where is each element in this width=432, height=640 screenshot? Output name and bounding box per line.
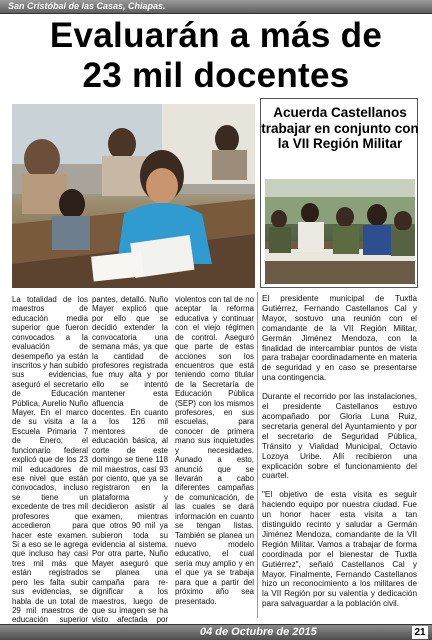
side-article-body	[262, 294, 417, 618]
teachers-exam-illustration	[12, 104, 255, 288]
page-number: 21	[412, 626, 428, 639]
column-divider	[257, 292, 258, 618]
main-article-column-1: La totalidad de los maestros de educación media superior que fueron convocados a la evaluación de desempeño ya están inscritos y han subido sus evidencias, aseguró el secretario de Educación Pública, Aurelio Nuño Mayer. En el marco de su visita a la Escuela Primaria 7 de Enero, el funcionario federal explicó que de los 23 mil educadores de ese nivel que están convocados, incluso se tiene un excedente de tres mil profesores que accedieron para hacer este examen. Si a eso se le agrega que incluso hay casi tres mil más que están registrados pero les falta subir sus evidencias, se habla de un total de 29 mil maestros de educación superior	[12, 295, 88, 625]
side-article-paragraph-2: Durante el recorrido por las instalaciones, el presidente Castellanos estuvo acompañado por Gloria Luna Ruiz, secretaria general del Ayuntamiento y por el secretario de Seguridad Pública, Tránsito y Vialidad Municipal, Octavio Lozoya Uribe. Allí recibieron una explicación sobre el funcionamiento del cuartel.	[262, 392, 417, 481]
headline-line-1: Evaluarán a más de	[49, 16, 383, 55]
main-article-column-2: pantes, detalló. Nuño Mayer explicó que por ello que se decidió extender la convocatoria una semana más, ya que la cantidad de profesores registrada fue muy alta y por ello se intentó mantener esta afluencia de docentes. En cuanto a los 126 mil mentores de educación básica, al corte de este domingo se tiene 118 mil maestros, casi 93 por ciento, que ya se registraron en la plataforma y decidieron asistir al examen, mientras que otros 90 mil ya subieron toda su evidencia al sistema. Por otra parte, Nuño Mayer aseguró que se planea una campaña para re-dignificar a los maestros, luego de que su imagen se ha visto afectada por	[92, 295, 168, 625]
footer-bar	[0, 624, 432, 640]
side-article-title: Acuerda Castellanos trabajar en conjunto con la VII Región Militar	[261, 105, 419, 151]
military-meeting-illustration	[265, 179, 415, 284]
main-headline	[0, 16, 432, 96]
footer-date: 04 de Octubre de 2015	[200, 626, 317, 638]
side-article-box	[260, 98, 418, 288]
top-bar	[0, 0, 432, 14]
teachers-exam-photo	[12, 104, 255, 288]
military-meeting-photo	[265, 179, 415, 284]
main-article-column-3: violentos con tal de no aceptar la reforma educativa y continuar con el viejo régimen de control. Aseguró que parte de estas acciones son los encuentros que está teniendo como titular de la Secretaría de Educación Pública (SEP) con los mismos profesores, en sus escuelas, para conocer de primera mano sus inquietudes y necesidades. Aunado a esto, anunció que se llevarán a cabo diferentes campañas de comunicación, de las cuales se dará información en cuanto se tengan listas. También se planea un nuevo modelo educativo, el cual sería muy amplio y en el que ya se trabaja para que a partir del próximo año sea presentado.	[175, 295, 254, 606]
headline-line-2: 23 mil docentes	[82, 56, 350, 95]
side-article-paragraph-3: "El objetivo de esta visita es seguir haciendo equipo por nuestra ciudad. Fue un honor hacer esta visita a tan distinguido recinto y saludar a Germán Jiménez Mendoza, comandante de la VII Región Militar. Vamos a trabajar de forma coordinada por el bienestar de Tuxtla Gutiérrez", señaló Castellanos Cal y Mayor. Finalmente, Fernando Castellanos hizo un reconocimiento a los militares de la VII Región por su valentía y dedicación para salvaguardar a la población civil.	[262, 490, 417, 609]
dateline: San Cristóbal de las Casas, Chiapas.	[8, 1, 166, 11]
side-article-paragraph-1: El presidente municipal de Tuxtla Gutiérrez, Fernando Castellanos Cal y Mayor, sostuvo una reunión con el comandante de la VII Región Militar, Germán Jiménez Mendoza, con la finalidad de intercambiar puntos de vista para trabajar coordinadamente en materia de seguridad y en caso se presentarse una contingencia.	[262, 294, 417, 383]
